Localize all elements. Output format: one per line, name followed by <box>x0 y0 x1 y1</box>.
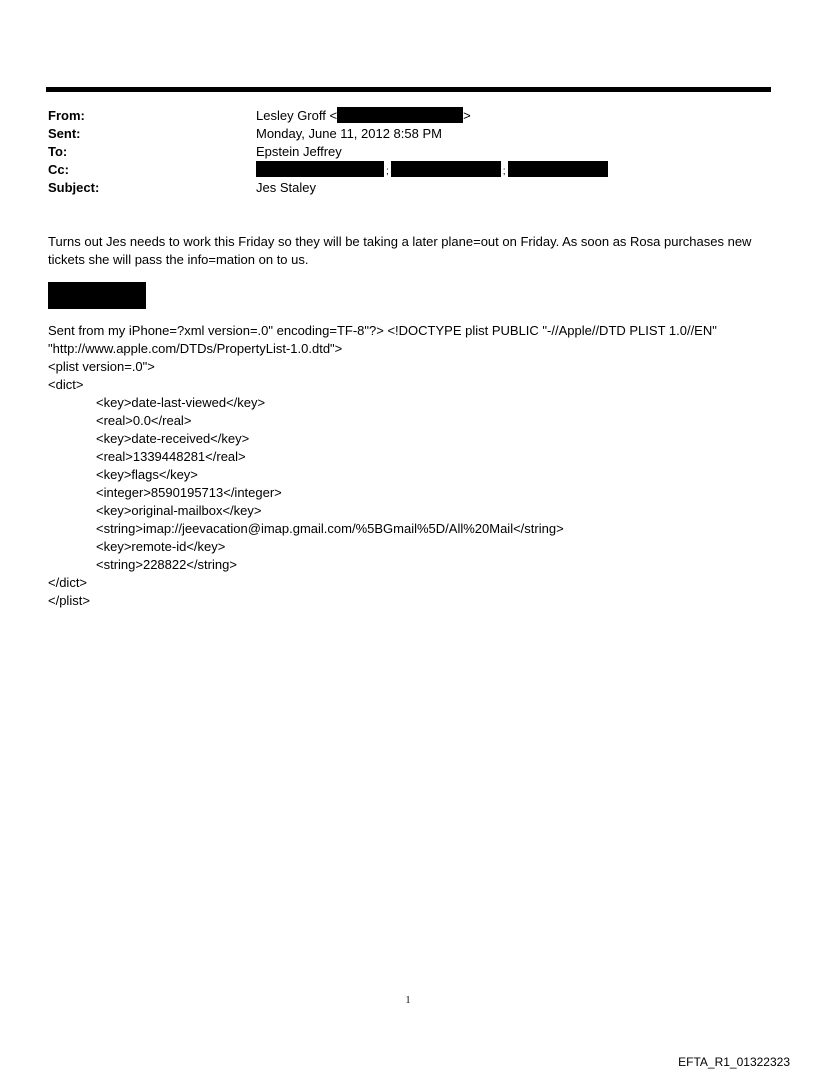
cc-label: Cc: <box>48 162 69 177</box>
redaction-box <box>391 161 501 177</box>
from-name: Lesley Groff < <box>256 108 338 123</box>
plist-entry: <string>imap://jeevacation@imap.gmail.com/%5BGmail%5D/All%20Mail</string> <box>96 521 564 536</box>
redaction-box <box>508 161 608 177</box>
to-value: Epstein Jeffrey <box>256 144 342 159</box>
sent-label: Sent: <box>48 126 81 141</box>
subject-label: Subject: <box>48 180 100 195</box>
redaction-box <box>337 107 463 123</box>
plist-entry: <key>flags</key> <box>96 467 198 482</box>
plist-entry: <key>date-received</key> <box>96 431 250 446</box>
to-row <box>48 143 768 161</box>
header-rule <box>46 87 771 92</box>
closing-line: </dict> <box>48 575 88 590</box>
signature-line: "http://www.apple.com/DTDs/PropertyList-1.0.dtd"> <box>48 341 343 356</box>
cc-value <box>256 161 608 181</box>
plist-entry: <string>228822</string> <box>96 557 237 572</box>
page-number: 1 <box>405 995 411 1006</box>
plist-block <box>48 322 776 610</box>
sent-row <box>48 125 768 143</box>
plist-entry: <key>remote-id</key> <box>96 539 226 554</box>
subject-value: Jes Staley <box>256 180 316 195</box>
cc-separator: ; <box>502 166 506 177</box>
closing-line: </plist> <box>48 593 90 608</box>
plist-entry: <key>original-mailbox</key> <box>96 503 262 518</box>
from-row <box>48 107 768 125</box>
plist-entry: <real>0.0</real> <box>96 413 192 428</box>
sent-value: Monday, June 11, 2012 8:58 PM <box>256 126 442 141</box>
cc-separator: ; <box>386 166 389 177</box>
signature-line: Sent from my iPhone=?xml version=.0" encoding=TF-8"?> <!DOCTYPE plist PUBLIC "-//Apple//DTD PLIST 1.0//EN" <box>48 323 717 338</box>
signature-line: <dict> <box>48 377 84 392</box>
cc-row <box>48 161 768 179</box>
signature-redaction-box <box>48 282 146 309</box>
redaction-box <box>256 161 384 177</box>
from-value <box>256 107 471 125</box>
from-label: From: <box>48 108 85 123</box>
plist-entry: <integer>8590195713</integer> <box>96 485 282 500</box>
from-close: > <box>463 108 471 123</box>
subject-row <box>48 179 768 197</box>
email-body: Turns out Jes needs to work this Friday so they will be taking a later plane=out on Friday. As soon as Rosa purchases new tickets she will pass the info=mation on to us. <box>48 234 752 267</box>
plist-entry: <real>1339448281</real> <box>96 449 246 464</box>
plist-entry: <key>date-last-viewed</key> <box>96 395 266 410</box>
signature-line: <plist version=.0"> <box>48 359 155 374</box>
to-label: To: <box>48 144 68 159</box>
document-id: EFTA_R1_01322323 <box>678 1055 790 1069</box>
email-header <box>48 107 768 197</box>
